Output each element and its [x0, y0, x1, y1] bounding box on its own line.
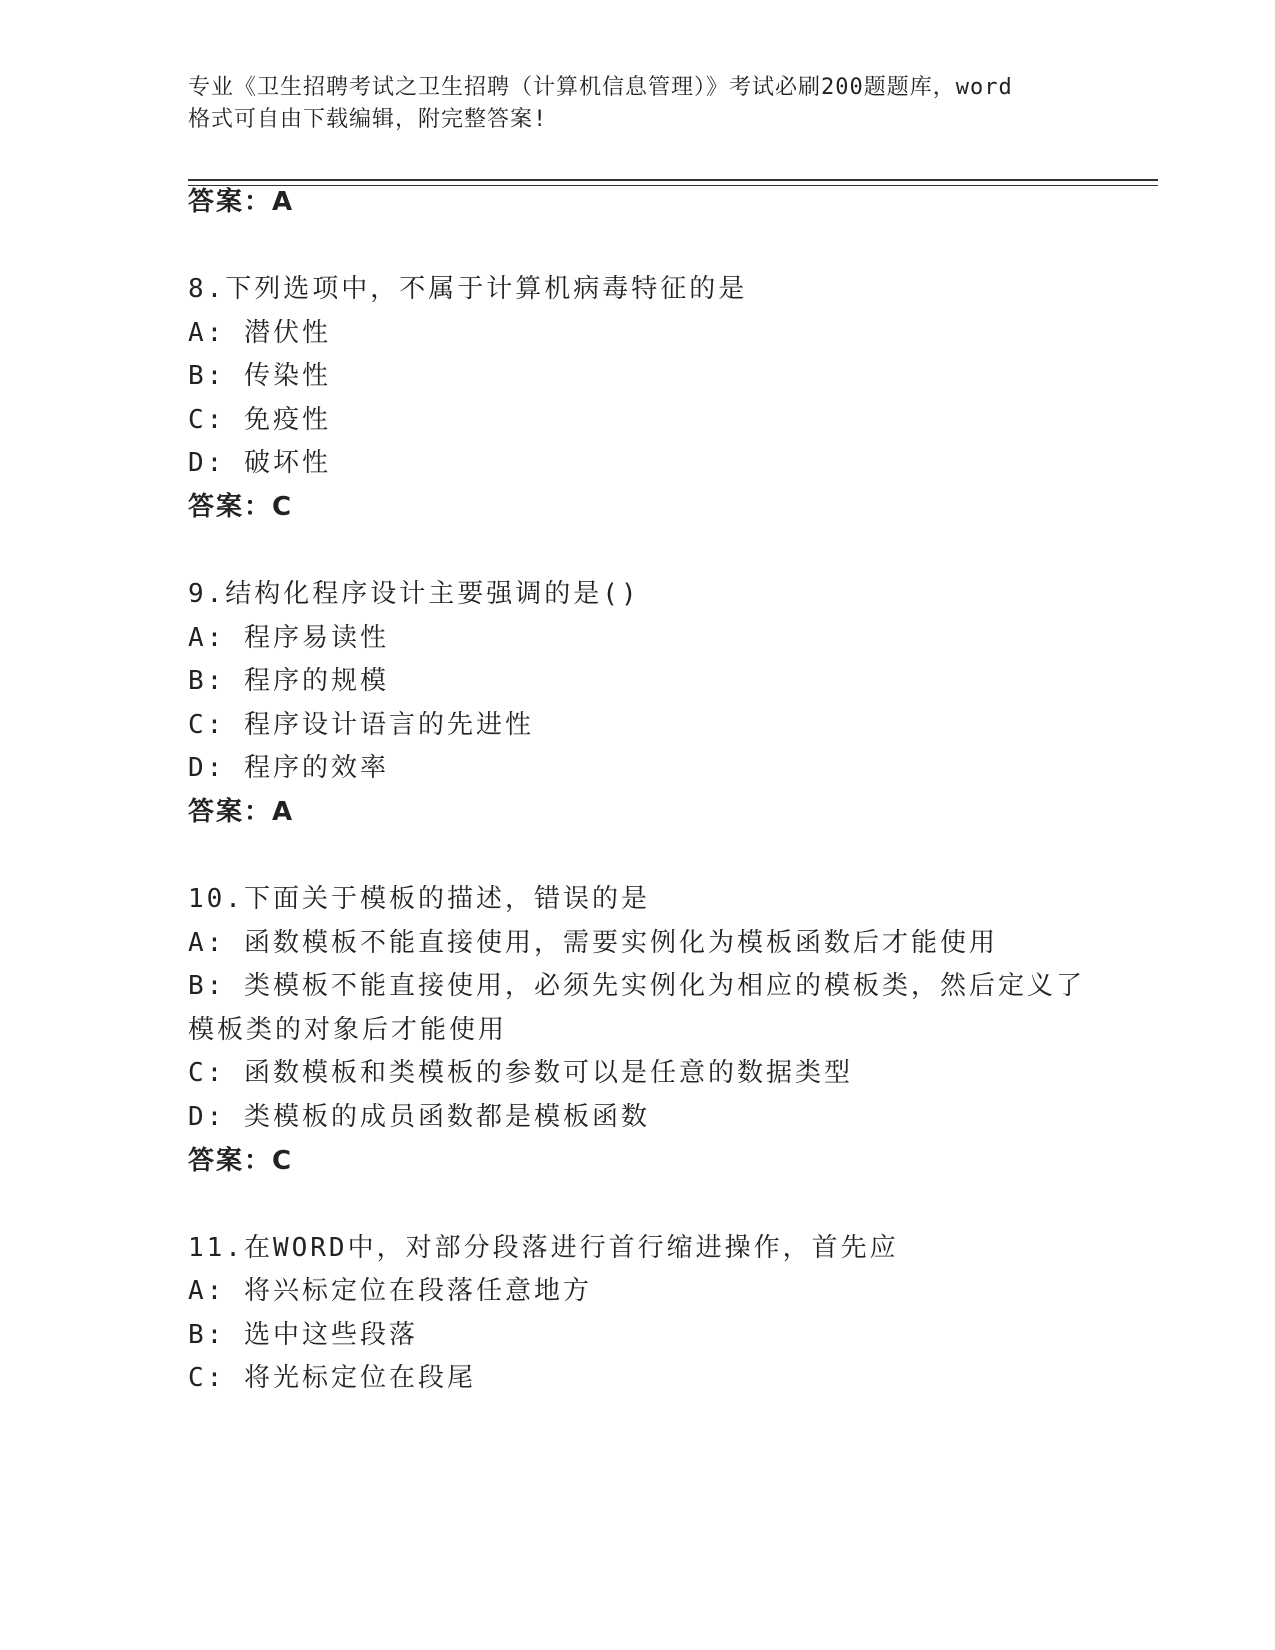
- question-8-option-d: D: 破坏性: [188, 448, 331, 478]
- question-10-option-a: A: 函数模板不能直接使用，需要实例化为模板函数后才能使用: [188, 928, 998, 958]
- question-9-option-a: A: 程序易读性: [188, 623, 389, 653]
- header-divider: [188, 179, 1158, 186]
- answer-prev: 答案：A: [188, 187, 295, 217]
- question-9-answer: 答案：A: [188, 797, 295, 827]
- question-9-stem: 9.结构化程序设计主要强调的是(): [188, 579, 640, 609]
- document-header: [188, 72, 1088, 136]
- question-8-option-c: C: 免疫性: [188, 405, 331, 435]
- question-10-option-c: C: 函数模板和类模板的参数可以是任意的数据类型: [188, 1058, 853, 1088]
- question-11-option-c: C: 将光标定位在段尾: [188, 1363, 476, 1393]
- question-9-option-b: B: 程序的规模: [188, 666, 389, 696]
- question-9-option-c: C: 程序设计语言的先进性: [188, 710, 534, 740]
- header-title-line-1: 专业《卫生招聘考试之卫生招聘（计算机信息管理）》考试必刷200题题库，word: [188, 75, 1013, 100]
- question-11-option-a: A: 将兴标定位在段落任意地方: [188, 1276, 592, 1306]
- question-11-stem: 11.在WORD中，对部分段落进行首行缩进操作，首先应: [188, 1233, 899, 1263]
- question-10-option-b-continued: 模板类的对象后才能使用: [188, 1015, 508, 1045]
- question-8-option-a: A: 潜伏性: [188, 318, 331, 348]
- question-8-option-b: B: 传染性: [188, 361, 331, 391]
- question-10-option-d: D: 类模板的成员函数都是模板函数: [188, 1102, 650, 1132]
- question-8-stem: 8.下列选项中，不属于计算机病毒特征的是: [188, 274, 748, 304]
- question-10-option-b: B: 类模板不能直接使用，必须先实例化为相应的模板类，然后定义了: [188, 971, 1085, 1001]
- header-title-line-2: 格式可自由下载编辑，附完整答案!: [188, 107, 548, 132]
- question-10-answer: 答案：C: [188, 1146, 294, 1176]
- question-9-option-d: D: 程序的效率: [188, 753, 389, 783]
- question-11-option-b: B: 选中这些段落: [188, 1320, 418, 1350]
- question-8-answer: 答案：C: [188, 492, 294, 522]
- question-10-stem: 10.下面关于模板的描述，错误的是: [188, 884, 650, 914]
